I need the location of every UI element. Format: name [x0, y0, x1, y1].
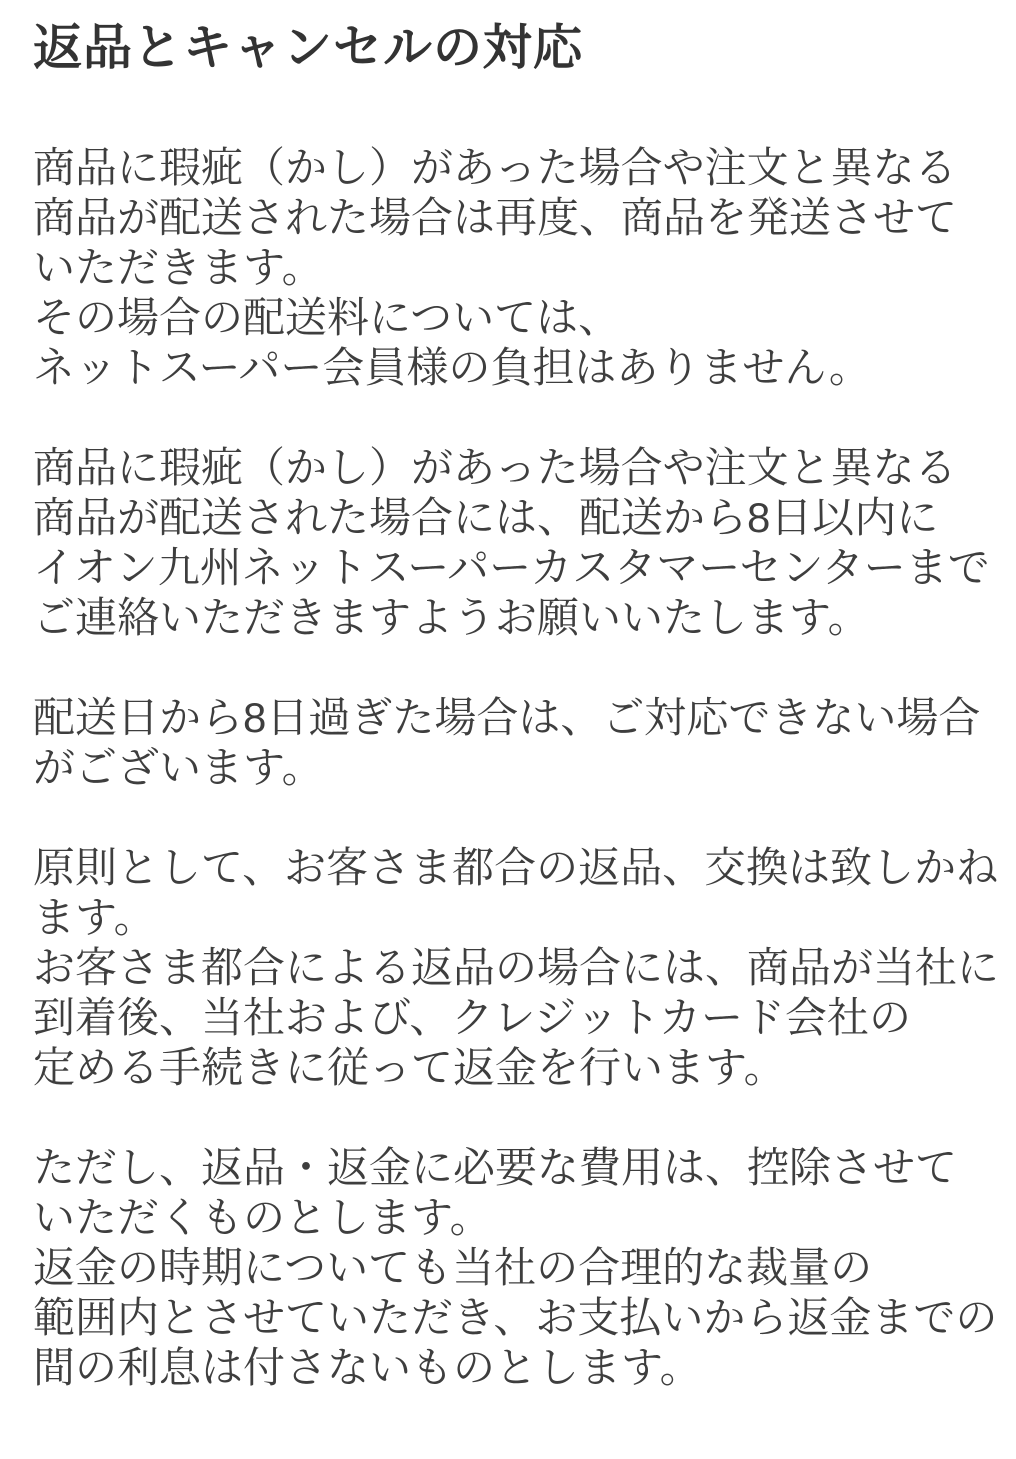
- text-line: 返金の時期についても当社の合理的な裁量の: [33, 1244, 873, 1291]
- text-line: いただくものとします。: [33, 1194, 492, 1241]
- text-line: お客さま都合による返品の場合には、商品が当社に: [33, 944, 1000, 991]
- text-line: 原則として、お客さま都合の返品、交換は致しかね: [33, 844, 999, 891]
- policy-paragraph-refund-fees-and-timing: [33, 1143, 996, 1393]
- text-line: 商品に瑕疵（かし）があった場合や注文と異なる: [33, 144, 957, 191]
- policy-paragraph-after-8-days: [33, 693, 996, 793]
- text-line: ます。: [33, 894, 156, 941]
- text-line: 商品が配送された場合には、配送から8日以内に: [33, 494, 939, 541]
- text-line: 商品が配送された場合は再度、商品を発送させて: [33, 194, 958, 241]
- text-line: その場合の配送料については、: [33, 294, 621, 341]
- text-line: イオン九州ネットスーパーカスタマーセンターまで: [33, 544, 990, 591]
- page-title: 返品とキャンセルの対応: [33, 21, 584, 75]
- text-line: ただし、返品・返金に必要な費用は、控除させて: [33, 1144, 958, 1191]
- policy-paragraph-customer-convenience-returns: [33, 843, 1000, 1093]
- text-line: ネットスーパー会員様の負担はありません。: [33, 344, 871, 391]
- text-line: 間の利息は付さないものとします。: [33, 1344, 702, 1391]
- text-line: 商品に瑕疵（かし）があった場合や注文と異なる: [33, 444, 957, 491]
- policy-paragraph-contact-within-8-days: [33, 443, 996, 643]
- text-line: 定める手続きに従って返金を行います。: [33, 1044, 786, 1091]
- text-line: 配送日から8日過ぎた場合は、ご対応できない場合: [33, 694, 981, 741]
- policy-paragraph-defect-reshipment: [33, 143, 996, 393]
- text-line: 到着後、当社および、クレジットカード会社の: [33, 994, 912, 1041]
- text-line: ご連絡いただきますようお願いいたします。: [33, 594, 870, 641]
- text-line: いただきます。: [33, 244, 324, 291]
- text-line: 範囲内とさせていただき、お支払いから返金までの: [33, 1294, 998, 1341]
- text-line: がございます。: [33, 744, 324, 791]
